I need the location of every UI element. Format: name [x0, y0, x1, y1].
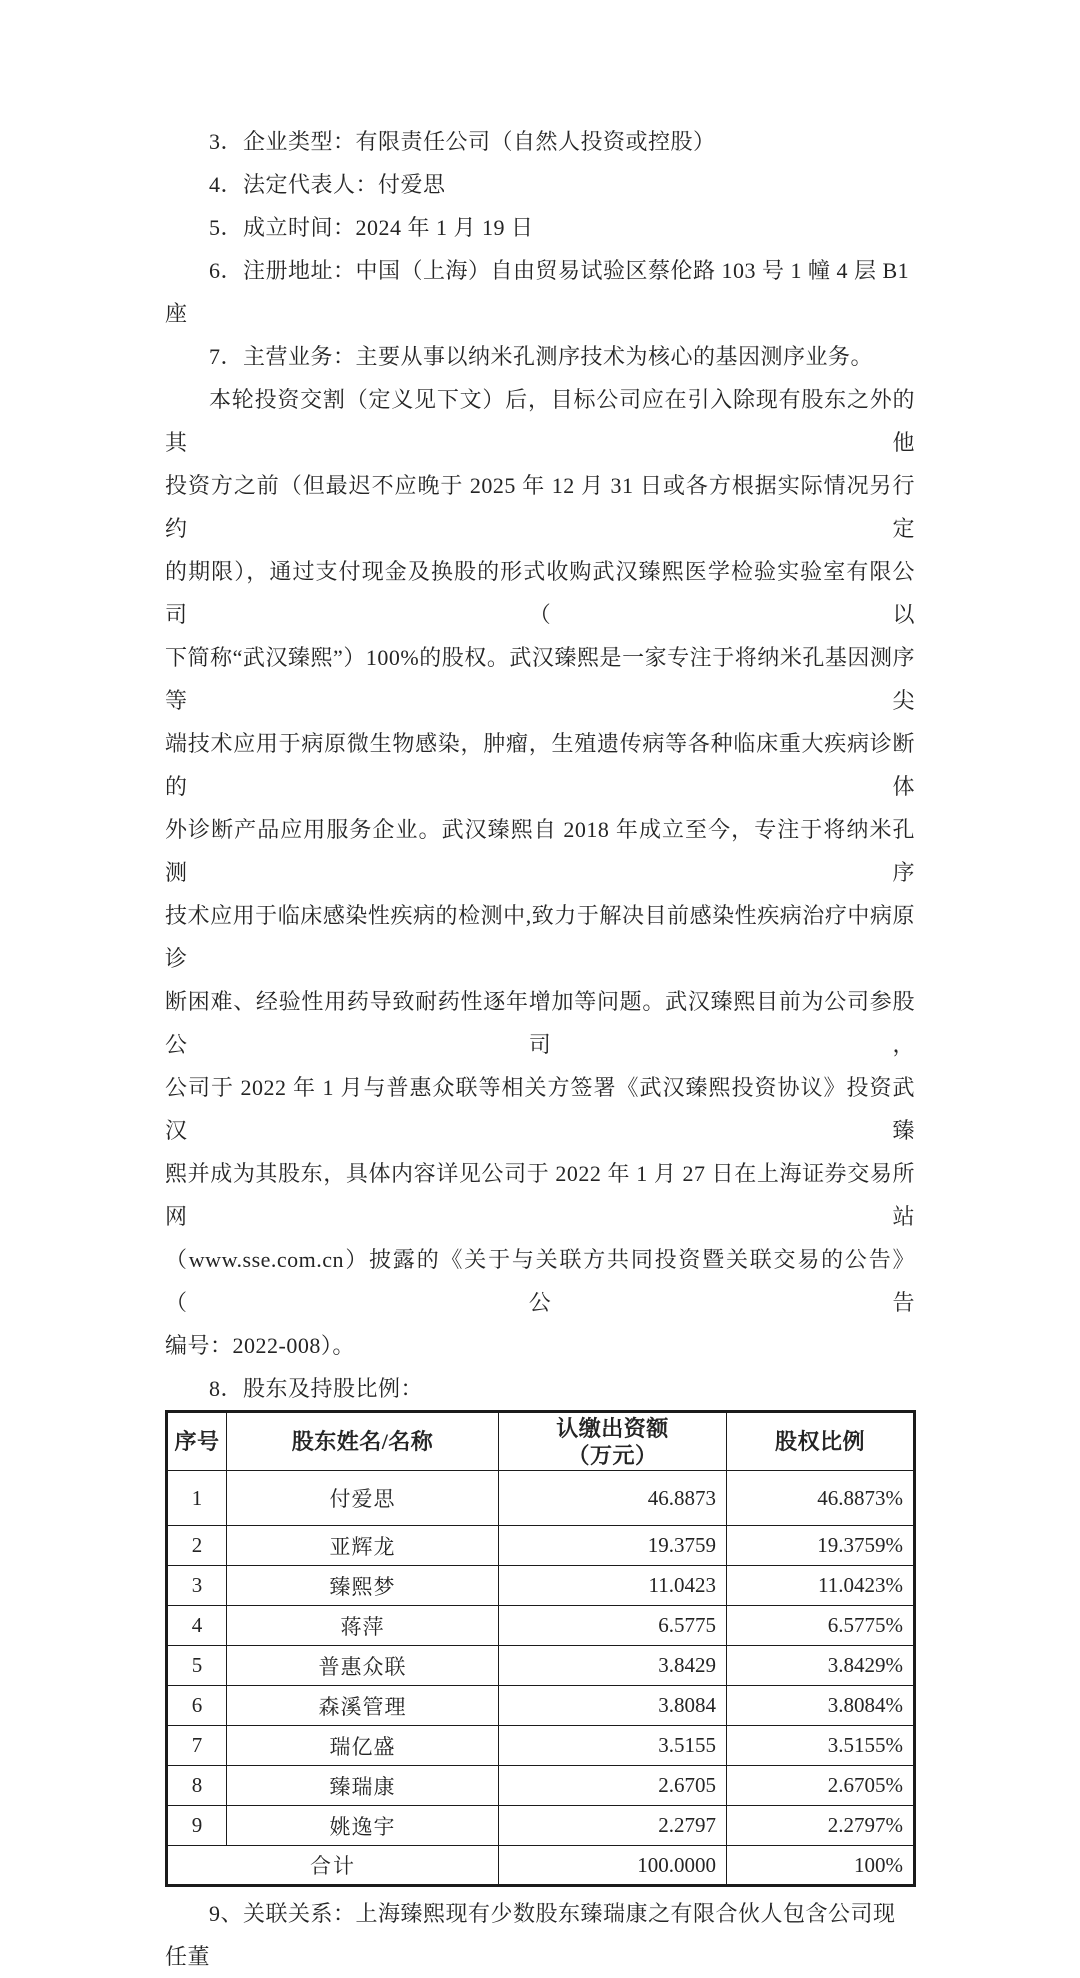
- header-name: 股东姓名/名称: [227, 1412, 499, 1471]
- table-row: [167, 1726, 915, 1766]
- list-item-7: 7．主营业务：主要从事以纳米孔测序技术为核心的基因测序业务。: [209, 344, 874, 369]
- cell-no: 4: [167, 1606, 227, 1646]
- table-row: [167, 1806, 915, 1846]
- list-item-5: 5．成立时间：2024 年 1 月 19 日: [209, 215, 534, 240]
- cell-name: 森溪管理: [227, 1686, 499, 1726]
- paragraph-line: 下简称“武汉臻熙”）100%的股权。武汉臻熙是一家专注于将纳米孔基因测序等尖: [165, 645, 915, 713]
- table-row: [167, 1566, 915, 1606]
- cell-no: 1: [167, 1471, 227, 1526]
- table-row: [167, 1471, 915, 1526]
- cell-name: 臻熙梦: [227, 1566, 499, 1606]
- list-item-9: 9、关联关系：上海臻熙现有少数股东臻瑞康之有限合伙人包含公司现任董: [165, 1901, 896, 1969]
- cell-total-ratio: 100%: [727, 1846, 915, 1886]
- cell-total-label: 合计: [167, 1846, 499, 1886]
- table-row: [167, 1526, 915, 1566]
- cell-ratio: 2.2797%: [727, 1806, 915, 1846]
- table-row: [167, 1646, 915, 1686]
- body-paragraph: [165, 378, 915, 1367]
- cell-name: 普惠众联: [227, 1646, 499, 1686]
- cell-no: 5: [167, 1646, 227, 1686]
- cell-ratio: 3.8429%: [727, 1646, 915, 1686]
- cell-no: 7: [167, 1726, 227, 1766]
- shareholders-table: [165, 1410, 916, 1887]
- cell-ratio: 6.5775%: [727, 1606, 915, 1646]
- list-item-4: 4．法定代表人：付爱思: [209, 172, 446, 197]
- cell-amount: 2.2797: [499, 1806, 727, 1846]
- paragraph-line: 的期限），通过支付现金及换股的形式收购武汉臻熙医学检验实验室有限公司（以: [165, 559, 915, 627]
- paragraph-line: 编号：2022-008）。: [165, 1333, 355, 1358]
- cell-ratio: 3.8084%: [727, 1686, 915, 1726]
- cell-name: 亚辉龙: [227, 1526, 499, 1566]
- cell-amount: 19.3759: [499, 1526, 727, 1566]
- cell-amount: 2.6705: [499, 1766, 727, 1806]
- cell-name: 付爱思: [227, 1471, 499, 1526]
- cell-amount: 11.0423: [499, 1566, 727, 1606]
- cell-amount: 3.8084: [499, 1686, 727, 1726]
- cell-ratio: 11.0423%: [727, 1566, 915, 1606]
- cell-name: 姚逸宇: [227, 1806, 499, 1846]
- paragraph-line: 外诊断产品应用服务企业。武汉臻熙自 2018 年成立至今，专注于将纳米孔测序: [165, 817, 915, 885]
- cell-total-amount: 100.0000: [499, 1846, 727, 1886]
- paragraph-line: 本轮投资交割（定义见下文）后，目标公司应在引入除现有股东之外的其他: [165, 387, 915, 455]
- paragraph-line: 公司于 2022 年 1 月与普惠众联等相关方签署《武汉臻熙投资协议》投资武汉臻: [165, 1075, 915, 1143]
- cell-amount: 3.8429: [499, 1646, 727, 1686]
- table-row: [167, 1766, 915, 1806]
- cell-ratio: 19.3759%: [727, 1526, 915, 1566]
- header-amount-line1: 认缴出资额: [556, 1415, 669, 1441]
- cell-ratio: 46.8873%: [727, 1471, 915, 1526]
- cell-ratio: 2.6705%: [727, 1766, 915, 1806]
- cell-amount: 6.5775: [499, 1606, 727, 1646]
- header-amount: [499, 1412, 727, 1471]
- table-total-row: [167, 1846, 915, 1886]
- list-item-3: 3．企业类型：有限责任公司（自然人投资或控股）: [209, 129, 716, 154]
- cell-name: 蒋萍: [227, 1606, 499, 1646]
- header-no: 序号: [167, 1412, 227, 1471]
- paragraph-line: 技术应用于临床感染性疾病的检测中,致力于解决目前感染性疾病治疗中病原诊: [165, 903, 915, 971]
- paragraph-line: 投资方之前（但最迟不应晚于 2025 年 12 月 31 日或各方根据实际情况另行约定: [165, 473, 915, 541]
- header-amount-line2: （万元）: [567, 1442, 658, 1468]
- cell-name: 瑞亿盛: [227, 1726, 499, 1766]
- cell-no: 8: [167, 1766, 227, 1806]
- cell-no: 6: [167, 1686, 227, 1726]
- cell-no: 9: [167, 1806, 227, 1846]
- paragraph-line: 端技术应用于病原微生物感染，肿瘤，生殖遗传病等各种临床重大疾病诊断的体: [165, 731, 915, 799]
- list-item-6: 6．注册地址：中国（上海）自由贸易试验区蔡伦路 103 号 1 幢 4 层 B1 座: [165, 258, 910, 326]
- table-header-row: [167, 1412, 915, 1471]
- cell-amount: 46.8873: [499, 1471, 727, 1526]
- header-ratio: 股权比例: [727, 1412, 915, 1471]
- paragraph-line: 断困难、经验性用药导致耐药性逐年增加等问题。武汉臻熙目前为公司参股公司，: [165, 989, 915, 1057]
- cell-name: 臻瑞康: [227, 1766, 499, 1806]
- cell-no: 3: [167, 1566, 227, 1606]
- cell-ratio: 3.5155%: [727, 1726, 915, 1766]
- paragraph-line: （www.sse.com.cn）披露的《关于与关联方共同投资暨关联交易的公告》（公告: [165, 1247, 915, 1315]
- table-row: [167, 1606, 915, 1646]
- paragraph-line: 熙并成为其股东，具体内容详见公司于 2022 年 1 月 27 日在上海证券交易所网站: [165, 1161, 915, 1229]
- list-item-8-heading: 8．股东及持股比例：: [209, 1376, 424, 1401]
- cell-no: 2: [167, 1526, 227, 1566]
- cell-amount: 3.5155: [499, 1726, 727, 1766]
- table-row: [167, 1686, 915, 1726]
